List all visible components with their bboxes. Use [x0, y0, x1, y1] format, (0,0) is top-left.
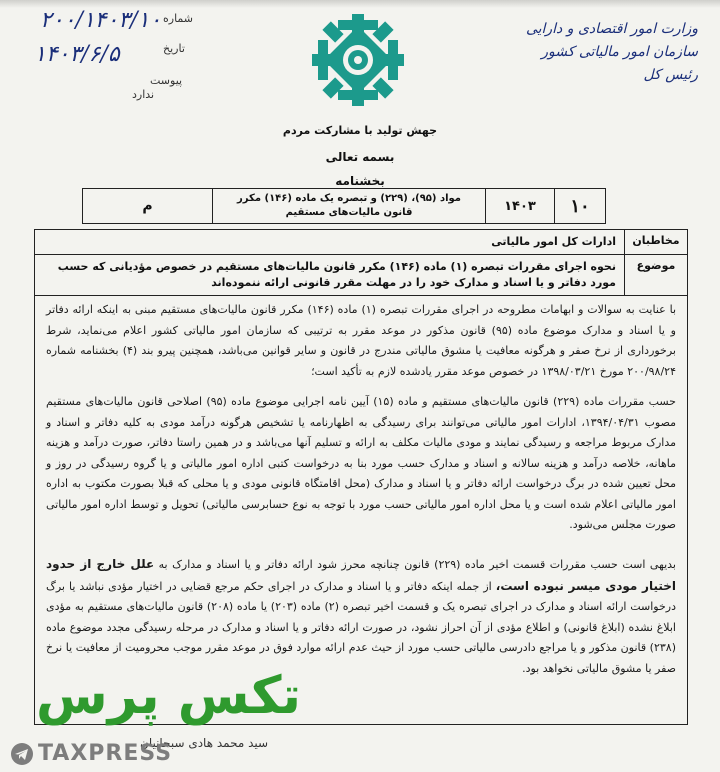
addressee-label: مخاطبان	[624, 230, 687, 254]
circular-subject	[212, 189, 485, 223]
circular-year: ۱۴۰۳	[485, 189, 554, 223]
paragraph-3	[46, 554, 676, 679]
paragraph-3-emphasis: علل خارج از حدود اختیار مودی میسر نبوده است،	[46, 557, 677, 593]
telegram-icon	[10, 742, 34, 766]
meta-table	[34, 229, 688, 296]
scan-edge	[0, 0, 720, 8]
taxpress-brand	[10, 741, 172, 766]
tax-organization-logo	[310, 12, 406, 108]
attachment-label: پیوست	[150, 74, 183, 87]
sender-title: رئیس کل	[643, 67, 698, 83]
slogan: جهش تولید با مشارکت مردم	[282, 124, 438, 137]
circular-part: م	[142, 198, 153, 214]
circular-number: ۱۰	[554, 189, 605, 223]
subject-row	[35, 255, 687, 296]
paragraph-3-end: از جمله اینکه دفاتر و یا اسناد و مدارک در اجرای حکم مرجع قضایی در اختیار مؤدی نباشد یا برگ درخواست ارائه اسناد و مدارک در اجرای تبصره یک و قسمت اخیر تبصره (۲) ماده (۲۰۳) یا ماده (۲۰۸) قانون مالیات‌های مستقیم به مؤدی ابلاغ نشده (ابلاغ قانونی) و اطلاع مؤدی از آن احراز نشود، در صورت ارائه دفاتر و یا اسناد و مدارک در مرحله رسیدگی مجدد موضوع ماده (۲۳۸) قانون مذکور و یا مراجع دادرسی مالیاتی حسب مورد از حیث عدم ارائه موارد فوق در موعد مقرر موجب محرومیت از معافیت یا نرخ صفر یا مشوق مالیاتی نخواهد بود.	[46, 579, 676, 675]
organization-name: سازمان امور مالیاتی کشور	[541, 44, 698, 60]
brand-text: TAXPRESS	[38, 741, 173, 766]
subject-line-2: قانون مالیات‌های مستقیم	[285, 207, 413, 218]
basmala: بسمه تعالی	[325, 150, 395, 164]
handwritten-date: ۱۴۰۳/۶/۵	[34, 42, 120, 67]
letterhead	[488, 18, 698, 87]
subject-line-1: مواد (۹۵)، (۲۲۹) و تبصره یک ماده (۱۴۶) مکرر	[237, 193, 461, 204]
date-label: تاریخ	[163, 42, 185, 55]
subject-value: نحوه اجرای مقررات تبصره (۱) ماده (۱۴۶) مکرر قانون مالیات‌های مستقیم در خصوص مؤدیانی که حسب مورد دفاتر و یا اسناد و مدارک خود را در مهلت مقرر قانونی ارائه ننموده‌اند	[57, 260, 616, 289]
addressee-row	[35, 230, 687, 255]
signatory-name: سید محمد هادی سبحانیان	[140, 736, 269, 750]
attachment-value: ندارد	[132, 88, 155, 101]
paragraph-2: حسب مقررات ماده (۲۲۹) قانون مالیات‌های مستقیم و ماده (۱۵) آیین نامه اجرایی موضوع ماده (۹۵) اصلاحی قانون مالیات‌های مستقیم مصوب ۱۳۹۴/۰۴/۳۱، ادارات امور مالیاتی می‌توانند برای رسیدگی به اظهارنامه یا تشخیص هرگونه درآمد مودی به کلیه دفاتر و اسناد و مدارک مربوط مراجعه و رسیدگی نمایند و مودی مالیات مکلف به ارائه و تسلیم آنها می‌باشد و در همین راستا دفاتر، صورت درآمد و هزینه ماهانه، خلاصه درآمد و هزینه سالانه و اسناد و مدارک حسب مورد بنا به درخواست کتبی اداره امور مالیاتی و یا گروه رسیدگی در روز و محل تعیین شده در برگ درخواست ارائه دفاتر و یا اسناد و مدارک (محل اقامتگاه قانونی مودی و یا محلی که قبلا بصورت مکتوب به اداره امور مالیاتی اعلام شده است و یا محل اداره امور مالیاتی حسب مورد با توجه به نوع حسابرسی مالیاتی) تحویل و توسط اداره امور مالیاتی صورت مجلس می‌شود.	[46, 395, 677, 531]
paragraph-1: با عنایت به سوالات و ابهامات مطروحه در اجرای مقررات تبصره (۱) ماده (۱۴۶) مکرر قانون مالیات‌های مستقیم مبنی به اینکه ارائه دفاتر و یا اسناد و مدارک موضوع ماده (۹۵) قانون مذکور در موعد مقرر به ترتیبی که سازمان امور مالیاتی کشور اعلام می‌نماید، شرط برخورداری از نرخ صفر و هرگونه معافیت یا مشوق مالیاتی مندرج در قانون و سایر قوانین می‌باشد، همچنین پیرو بند (۴) بخشنامه شماره ۲۰۰/۹۸/۲۴ مورخ ۱۳۹۸/۰۳/۲۱ در خصوص موعد مقرر یادشده لازم به تأکید است؛	[46, 303, 677, 378]
ministry-name: وزارت امور اقتصادی و دارایی	[525, 21, 698, 37]
number-label: شماره	[163, 12, 194, 25]
paragraph-3-start: بدیهی است حسب مقررات قسمت اخیر ماده (۲۲۹) قانون چنانچه محرز شود ارائه دفاتر و یا اسناد و مدارک به	[158, 558, 676, 571]
document-type: بخشنامه	[335, 174, 385, 188]
handwritten-number: ۲۰۰/۱۴۰۳/۱۰	[40, 8, 162, 33]
subject-label: موضوع	[624, 255, 687, 295]
watermark-logo: تکس پرس	[36, 666, 302, 726]
reference-table	[82, 188, 606, 224]
addressee-value: ادارات کل امور مالیاتی	[491, 235, 616, 248]
